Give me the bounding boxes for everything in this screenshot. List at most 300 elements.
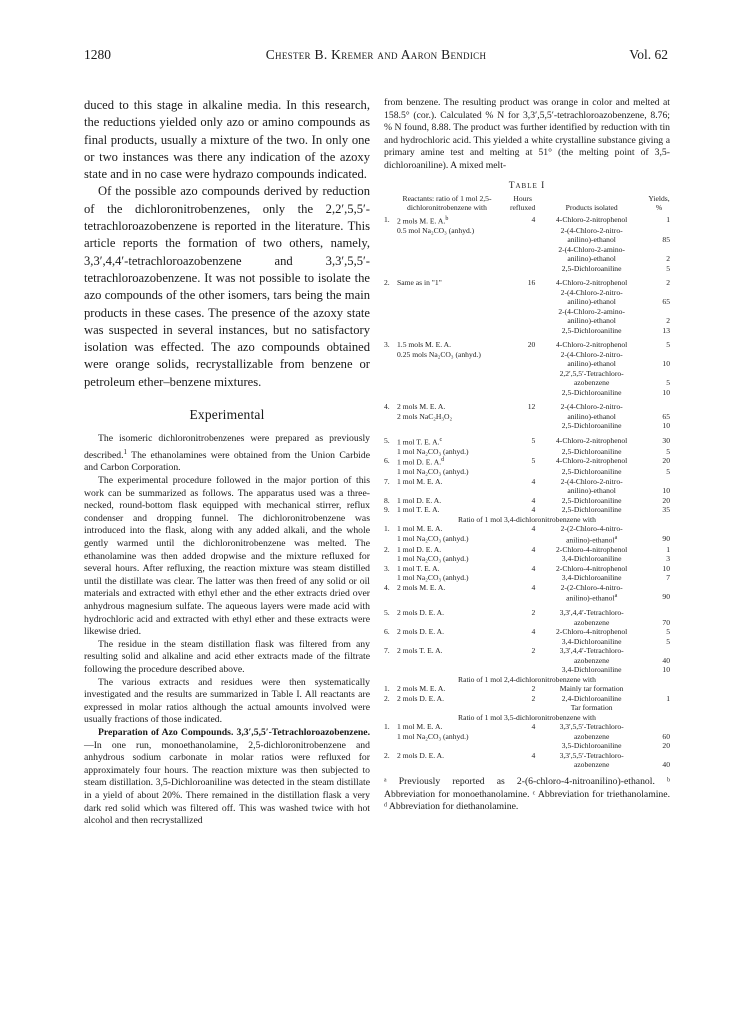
table-row [384, 245, 670, 255]
table-row [384, 534, 670, 545]
reactant-cell [397, 741, 510, 751]
reactant-cell: 0.5 mol Na₂CO₃ (anhyd.) [397, 225, 475, 235]
table-row [384, 592, 670, 603]
table-row [384, 741, 670, 751]
yield-cell: 10 [662, 421, 670, 431]
row-number [384, 618, 397, 628]
product-cell: 2,5-Dichloroaniline [561, 446, 622, 456]
table-row [384, 226, 670, 236]
reactant-cell [397, 264, 510, 274]
preparation-heading: Preparation of Azo Compounds. 3,3′,5,5′-Tetrachloroazobenzene. [98, 726, 370, 738]
left-column [84, 97, 370, 828]
experimental-paragraph-1: The isomeric dichloronitrobenzenes were prepared as previously described.$^1$ The ethanolamines were obtained from the Union Carbide and Carbon Corporation. [84, 433, 370, 474]
column-header-hours: Hours refluxed [510, 193, 536, 213]
yield-cell [648, 226, 670, 236]
section-heading-experimental: Experimental [189, 407, 265, 423]
hours-cell [510, 554, 535, 564]
hours-cell: 2 [531, 693, 536, 703]
product-cell: azobenzene [573, 655, 610, 665]
hours-cell: 4 [531, 627, 536, 637]
hours-cell [510, 592, 535, 603]
table-row [384, 467, 670, 477]
row-number [384, 369, 397, 379]
reactant-cell [397, 637, 510, 647]
yield-cell: 65 [662, 411, 670, 421]
reactant-cell [397, 703, 510, 713]
hours-cell [510, 378, 535, 388]
table-footnotes: ᵃ Previously reported as 2-(6-chloro-4-nitroanilino)-ethanol. ᵇ Abbreviation for monoethanolamine. ᶜ Abbreviation for triethanolamine. ᵈ Abbreviation for diethanolamine. [384, 775, 670, 813]
reactant-cell: Same as in "1" [397, 278, 442, 288]
yield-cell: 90 [662, 592, 670, 602]
table-row [384, 665, 670, 675]
product-cell: 2-(2-Chloro-4-nitro- [560, 582, 623, 592]
table-row [384, 397, 670, 412]
hours-cell [510, 226, 535, 236]
product-cell: 2-(4-Chloro-2-amino- [558, 306, 625, 316]
hours-cell: 2 [531, 646, 536, 656]
hours-cell [510, 369, 535, 379]
yield-cell: 2 [666, 254, 670, 264]
table-row [384, 545, 670, 555]
hours-cell: 4 [531, 495, 536, 505]
hours-cell: 2 [531, 684, 536, 694]
table-row [384, 215, 670, 226]
hours-cell: 2 [531, 608, 536, 618]
hours-cell [510, 486, 535, 496]
product-cell: 3,5-Dichloroaniline [561, 741, 622, 751]
hours-cell [510, 618, 535, 628]
row-number: 2. [384, 693, 390, 703]
table-row [384, 694, 670, 704]
hours-cell: 4 [531, 544, 536, 554]
table-row [384, 703, 670, 713]
table-row [384, 637, 670, 647]
table-header-row [384, 194, 670, 215]
product-cell: 2-Chloro-4-nitrophenol [556, 563, 628, 573]
yield-cell: 65 [662, 297, 670, 307]
product-cell: 2-(4-Chloro-2-nitro- [560, 225, 623, 235]
product-cell: 3,4-Dichloroaniline [561, 665, 622, 675]
reactant-cell: 2 mols M. E. A. [397, 402, 446, 412]
yield-cell [648, 245, 670, 255]
hours-cell [510, 350, 535, 360]
yield-cell [648, 477, 670, 487]
table-row [384, 297, 670, 307]
table-row [384, 316, 670, 326]
row-number: 1. [384, 684, 390, 694]
row-number [384, 421, 397, 431]
hours-cell [510, 741, 535, 751]
right-column [384, 97, 670, 814]
reactant-cell [397, 326, 510, 336]
table-row [384, 447, 670, 457]
row-number: 3. [384, 340, 390, 350]
row-number [384, 326, 397, 336]
reactant-cell: 1 mol D. E. A. [397, 544, 442, 554]
reactant-cell: 1 mol Na₂CO₃ (anhyd.) [397, 446, 469, 456]
hours-cell [510, 447, 535, 457]
table-caption: Table I [508, 180, 546, 191]
row-number [384, 359, 397, 369]
table-row [384, 583, 670, 593]
hours-cell [510, 665, 535, 675]
reactant-cell [397, 288, 510, 298]
yield-cell [648, 646, 670, 656]
yield-cell [648, 684, 670, 694]
yield-cell: 20 [662, 456, 670, 466]
table-row [384, 421, 670, 431]
row-number [384, 254, 397, 264]
hours-cell: 5 [531, 456, 536, 466]
row-number [384, 378, 397, 388]
hours-cell [510, 388, 535, 398]
yield-cell [648, 307, 670, 317]
product-cell: 2,5-Dichloroaniline [561, 505, 622, 515]
product-cell: 2-(4-Chloro-2-nitro- [560, 349, 623, 359]
product-cell: 2-(4-Chloro-2-nitro- [560, 402, 623, 412]
table-row [384, 646, 670, 656]
row-number [384, 703, 397, 713]
product-cell: 4-Chloro-2-nitrophenol [556, 278, 628, 288]
reactant-cell: 1 mol D. E. A. [397, 495, 442, 505]
row-number: 2. [384, 750, 390, 760]
reactant-cell [397, 486, 510, 496]
hours-cell: 4 [531, 524, 536, 534]
yield-cell: 5 [666, 636, 670, 646]
row-number [384, 288, 397, 298]
yield-cell: 20 [662, 495, 670, 505]
table-row [384, 254, 670, 264]
table-row [384, 359, 670, 369]
hours-cell [510, 316, 535, 326]
reactant-cell [397, 297, 510, 307]
table-group-row [384, 713, 670, 723]
table-row [384, 264, 670, 274]
row-number [384, 297, 397, 307]
preparation-paragraph: Preparation of Azo Compounds. 3,3′,5,5′-Tetrachloroazobenzene.—In one run, monoethanolamine, 2,5-dichloronitrobenzene and anhydrous sodium carbonate in molar ratios were refluxed for approximately four hours. The reaction mixture was then subjected to steam distillation. 3,5-Dichloroaniline was detected in the steam distillate in a yield of about 20%. There remained in the distillation flask a very dark red solid which was filtered off. This was washed twice with hot alcohol and then recrystallized [84, 726, 370, 827]
table-row [384, 431, 670, 447]
product-cell: 3,4-Dichloroaniline [561, 573, 622, 583]
row-number [384, 486, 397, 496]
product-cell: 4-Chloro-2-nitrophenol [556, 456, 628, 466]
product-cell: 3,4-Dichloroaniline [561, 636, 622, 646]
table-row [384, 524, 670, 534]
yield-cell: 1 [666, 544, 670, 554]
product-cell: 4-Chloro-2-nitrophenol [556, 214, 628, 224]
reactant-cell [397, 316, 510, 326]
page-number: 1280 [84, 47, 111, 62]
reactant-cell: 1 mol T. E. A.$^c$ [397, 436, 443, 447]
row-number [384, 226, 397, 236]
product-cell: 4-Chloro-2-nitrophenol [556, 435, 628, 445]
reactant-cell: 0.25 mols Na₂CO₃ (anhyd.) [397, 349, 481, 359]
yield-cell: 10 [662, 486, 670, 496]
product-cell: 2,5-Dichloroaniline [561, 325, 622, 335]
row-number: 1. [384, 524, 390, 534]
table-group-row [384, 515, 670, 525]
product-cell: azobenzene [573, 731, 610, 741]
table-row [384, 751, 670, 761]
hours-cell [510, 235, 535, 245]
row-number: 2. [384, 544, 390, 554]
row-number [384, 665, 397, 675]
product-cell: anilino)-ethanol$^a$ [566, 534, 618, 545]
reactant-cell [397, 421, 510, 431]
volume-label: Vol. 62 [629, 47, 668, 62]
product-cell: anilino)-ethanol [567, 316, 616, 326]
table-row [384, 273, 670, 288]
hours-cell [510, 637, 535, 647]
yield-cell: 7 [666, 573, 670, 583]
product-cell: 2,5-Dichloroaniline [561, 421, 622, 431]
table-row [384, 350, 670, 360]
group-heading: Ratio of 1 mol 3,5-dichloronitrobenzene with [458, 712, 596, 722]
hours-cell: 4 [531, 750, 536, 760]
column-header-yields: Yields, % [648, 193, 670, 213]
reactant-cell [397, 388, 510, 398]
reactant-cell: 2 mols NaC₂H₃O₂ [397, 411, 453, 421]
row-number [384, 741, 397, 751]
yield-cell: 13 [662, 325, 670, 335]
reactant-cell [397, 245, 510, 255]
hours-cell [510, 421, 535, 431]
reactant-cell: 1 mol T. E. A. [397, 505, 440, 515]
row-number: 7. [384, 476, 390, 486]
reactant-cell [397, 618, 510, 628]
product-cell: 3,4-Dichloroaniline [561, 554, 622, 564]
hours-cell: 4 [531, 214, 536, 224]
product-cell: 4-Chloro-2-nitrophenol [556, 340, 628, 350]
hours-cell: 4 [531, 722, 536, 732]
row-number [384, 245, 397, 255]
yield-cell [648, 583, 670, 593]
reactant-cell [397, 369, 510, 379]
running-title: Chester B. Kremer and Aaron Bendich [265, 47, 487, 62]
reactant-cell: 2 mols M. E. A.$^b$ [397, 215, 449, 226]
hours-cell [510, 307, 535, 317]
yield-cell: 5 [666, 627, 670, 637]
product-cell: azobenzene [573, 760, 610, 770]
hours-cell: 5 [531, 435, 536, 445]
reactant-cell: 2 mols D. E. A. [397, 693, 445, 703]
table-row [384, 554, 670, 564]
reactant-cell [397, 592, 510, 603]
row-number: 3. [384, 563, 390, 573]
yield-cell: 20 [662, 741, 670, 751]
reactant-cell [397, 656, 510, 666]
product-cell: azobenzene [573, 378, 610, 388]
yield-cell: 1 [666, 693, 670, 703]
hours-cell [510, 760, 535, 770]
table-row [384, 618, 670, 628]
row-number: 7. [384, 646, 390, 656]
table-row [384, 412, 670, 422]
yield-cell [648, 524, 670, 534]
yield-cell: 5 [666, 467, 670, 477]
experimental-paragraph-3: The residue in the steam distillation flask was filtered from any resulting solid and alkaline and acid ether extracts made of the filtrate following the procedure described above. [84, 638, 370, 675]
group-heading: Ratio of 1 mol 3,4-dichloronitrobenzene with [458, 514, 596, 524]
table-row [384, 456, 670, 467]
yield-cell: 60 [662, 731, 670, 741]
product-cell: 3,3′,5,5′-Tetrachloro- [559, 722, 624, 732]
product-cell: 2-(4-Chloro-2-nitro- [560, 476, 623, 486]
hours-cell: 4 [531, 476, 536, 486]
table-group-row [384, 675, 670, 685]
reactant-cell: 2 mols D. E. A. [397, 608, 445, 618]
product-cell: 2-Chloro-4-nitrophenol [556, 627, 628, 637]
reactant-cell: 2 mols D. E. A. [397, 627, 445, 637]
row-number [384, 732, 397, 742]
table-row [384, 722, 670, 732]
yield-cell: 10 [662, 563, 670, 573]
product-cell: anilino)-ethanol [567, 486, 616, 496]
yield-cell: 40 [662, 760, 670, 770]
table-row [384, 326, 670, 336]
experimental-paragraph-2: The experimental procedure followed in the major portion of this work can be summarized as follows. The apparatus used was a three-necked, round-bottom flask equipped with mechanical stirrer, reflux condenser and dropping funnel. The dichloronitrobenzene was introduced into the flask, along with any added alkali, and the whole gently warmed until the dichloronitrobenzene was melted. The ethanolamine was then added dropwise and the mixture refluxed for several hours. After refluxing, the reaction mixture was steam distilled until the distillate was clear. The latter was then freed of any solid or oil materials and extracted with ethyl ether and the ether extracts dried over anhydrous magnesium sulfate. The aqueous layers were made acid with hydrochloric acid and extracted with ethyl ether and these extracts were likewise dried. [84, 475, 370, 638]
product-cell: 2-Chloro-4-nitrophenol [556, 544, 628, 554]
yield-cell: 3 [666, 554, 670, 564]
reactant-cell: 2 mols D. E. A. [397, 750, 445, 760]
yield-cell: 35 [662, 505, 670, 515]
hours-cell [510, 297, 535, 307]
product-cell: 2,4-Dichloroaniline [561, 693, 622, 703]
table-row [384, 288, 670, 298]
yield-cell [648, 722, 670, 732]
yield-cell: 10 [662, 665, 670, 675]
product-cell: anilino)-ethanol [567, 359, 616, 369]
yield-cell [648, 703, 670, 713]
intro-paragraph-2: Of the possible azo compounds derived by reduction of the dichloronitrobenzenes, only the 2,2′,5,5′-tetrachloroazobenzene is reported in the literature. This article reports the formation of two others, namely, 3,3′,4,4′-tetrachloroazobenzene and 3,3′,5,5′-tetrachloroazobenzene. It was not possible to isolate the azo compounds of the other isomers, tars being the main products in these cases. The presence of the azoxy state was suspected in several instances, but no satisfactory isolation was effected. The azo compounds obtained were orange solids, recrystallizable from benzene or petroleum ether–benzene mixtures. [84, 184, 370, 389]
reactant-cell: 1 mol Na₂CO₃ (anhyd.) [397, 731, 469, 741]
table-row [384, 627, 670, 637]
row-number [384, 534, 397, 545]
product-cell: anilino)-ethanol [567, 254, 616, 264]
row-number: 2. [384, 278, 390, 288]
row-number [384, 554, 397, 564]
product-cell: 3,3′,4,4′-Tetrachloro- [559, 646, 624, 656]
hours-cell [510, 412, 535, 422]
table-row [384, 335, 670, 350]
reactant-cell: 1 mol D. E. A.$^d$ [397, 457, 445, 467]
product-cell: Tar formation [570, 703, 613, 713]
product-cell: 2,2′,5,5′-Tetrachloro- [559, 368, 624, 378]
yield-cell: 85 [662, 235, 670, 245]
product-cell: anilino)-ethanol [567, 297, 616, 307]
reactant-cell [397, 254, 510, 264]
table-row [384, 732, 670, 742]
hours-cell [510, 732, 535, 742]
product-cell: Mainly tar formation [559, 684, 624, 694]
experimental-paragraph-4: The various extracts and residues were then systematically investigated and the results are summarized in Table I. All reactants are expressed in molar ratios although the actual amounts involved were usually fractions of those indicated. [84, 676, 370, 726]
reactant-cell: 1 mol M. E. A. [397, 524, 443, 534]
hours-cell [510, 254, 535, 264]
hours-cell: 4 [531, 505, 536, 515]
running-header [84, 47, 668, 67]
hours-cell: 4 [531, 563, 536, 573]
hours-cell [510, 573, 535, 583]
yield-cell [648, 288, 670, 298]
row-number [384, 235, 397, 245]
table-row [384, 378, 670, 388]
reactant-cell: 1 mol T. E. A. [397, 563, 440, 573]
table-row [384, 505, 670, 515]
yield-cell: 5 [666, 446, 670, 456]
results-table [384, 194, 670, 770]
yield-cell: 5 [666, 263, 670, 273]
yield-cell [648, 603, 670, 618]
column-header-reactants: Reactants: ratio of 1 mol 2,5-dichloronitrobenzene with [402, 193, 492, 213]
table-row [384, 496, 670, 506]
product-cell: azobenzene [573, 617, 610, 627]
reactant-cell [397, 359, 510, 369]
hours-cell [510, 534, 535, 545]
hours-cell [510, 656, 535, 666]
hours-cell [510, 264, 535, 274]
table-row [384, 656, 670, 666]
row-number [384, 316, 397, 326]
hours-cell: 12 [527, 402, 536, 412]
yield-cell: 70 [662, 617, 670, 627]
yield-cell: 5 [666, 378, 670, 388]
row-number [384, 637, 397, 647]
yield-cell: 10 [662, 387, 670, 397]
row-number [384, 656, 397, 666]
row-number [384, 760, 397, 770]
table-row [384, 235, 670, 245]
row-number: 9. [384, 505, 390, 515]
table-row [384, 603, 670, 618]
row-number: 4. [384, 582, 390, 592]
product-cell: 3,3′,4,4′-Tetrachloro- [559, 608, 624, 618]
table-row [384, 573, 670, 583]
row-number: 8. [384, 495, 390, 505]
yield-cell: 5 [666, 340, 670, 350]
yield-cell [648, 751, 670, 761]
row-number [384, 307, 397, 317]
row-number: 4. [384, 402, 390, 412]
reactant-cell: 2 mols T. E. A. [397, 646, 443, 656]
reactant-cell [397, 665, 510, 675]
hours-cell: 20 [527, 340, 536, 350]
yield-cell: 90 [662, 533, 670, 543]
reactant-cell [397, 307, 510, 317]
product-cell: 2,5-Dichloroaniline [561, 495, 622, 505]
yield-cell [648, 350, 670, 360]
product-cell: anilino)-ethanol$^a$ [566, 593, 618, 603]
group-heading: Ratio of 1 mol 2,4-dichloronitrobenzene with [458, 674, 596, 684]
row-number: 5. [384, 608, 390, 618]
reactant-cell: 2 mols M. E. A. [397, 582, 446, 592]
row-number [384, 350, 397, 360]
yield-cell: 2 [666, 278, 670, 288]
reactant-cell: 1 mol Na₂CO₃ (anhyd.) [397, 554, 469, 564]
product-cell: 2,5-Dichloroaniline [561, 387, 622, 397]
hours-cell: 4 [531, 582, 536, 592]
table-row [384, 477, 670, 487]
yield-cell: 30 [662, 435, 670, 445]
row-number [384, 264, 397, 274]
reactant-cell [397, 378, 510, 388]
row-number [384, 467, 397, 477]
row-number: 1. [384, 214, 390, 224]
intro-paragraph-1: duced to this stage in alkaline media. In this research, the reductions yielded only azo or amino compounds as final products, usually a mixture of the two. In only one or two instances was there any indication of the azoxy state and in no case were hydrazo compounds indicated. [84, 98, 370, 182]
reactant-cell: 1 mol Na₂CO₃ (anhyd.) [397, 573, 469, 583]
hours-cell [510, 467, 535, 477]
yield-cell: 40 [662, 655, 670, 665]
product-cell: 2-(4-Chloro-2-nitro- [560, 287, 623, 297]
table-row [384, 369, 670, 379]
row-number: 6. [384, 456, 390, 466]
